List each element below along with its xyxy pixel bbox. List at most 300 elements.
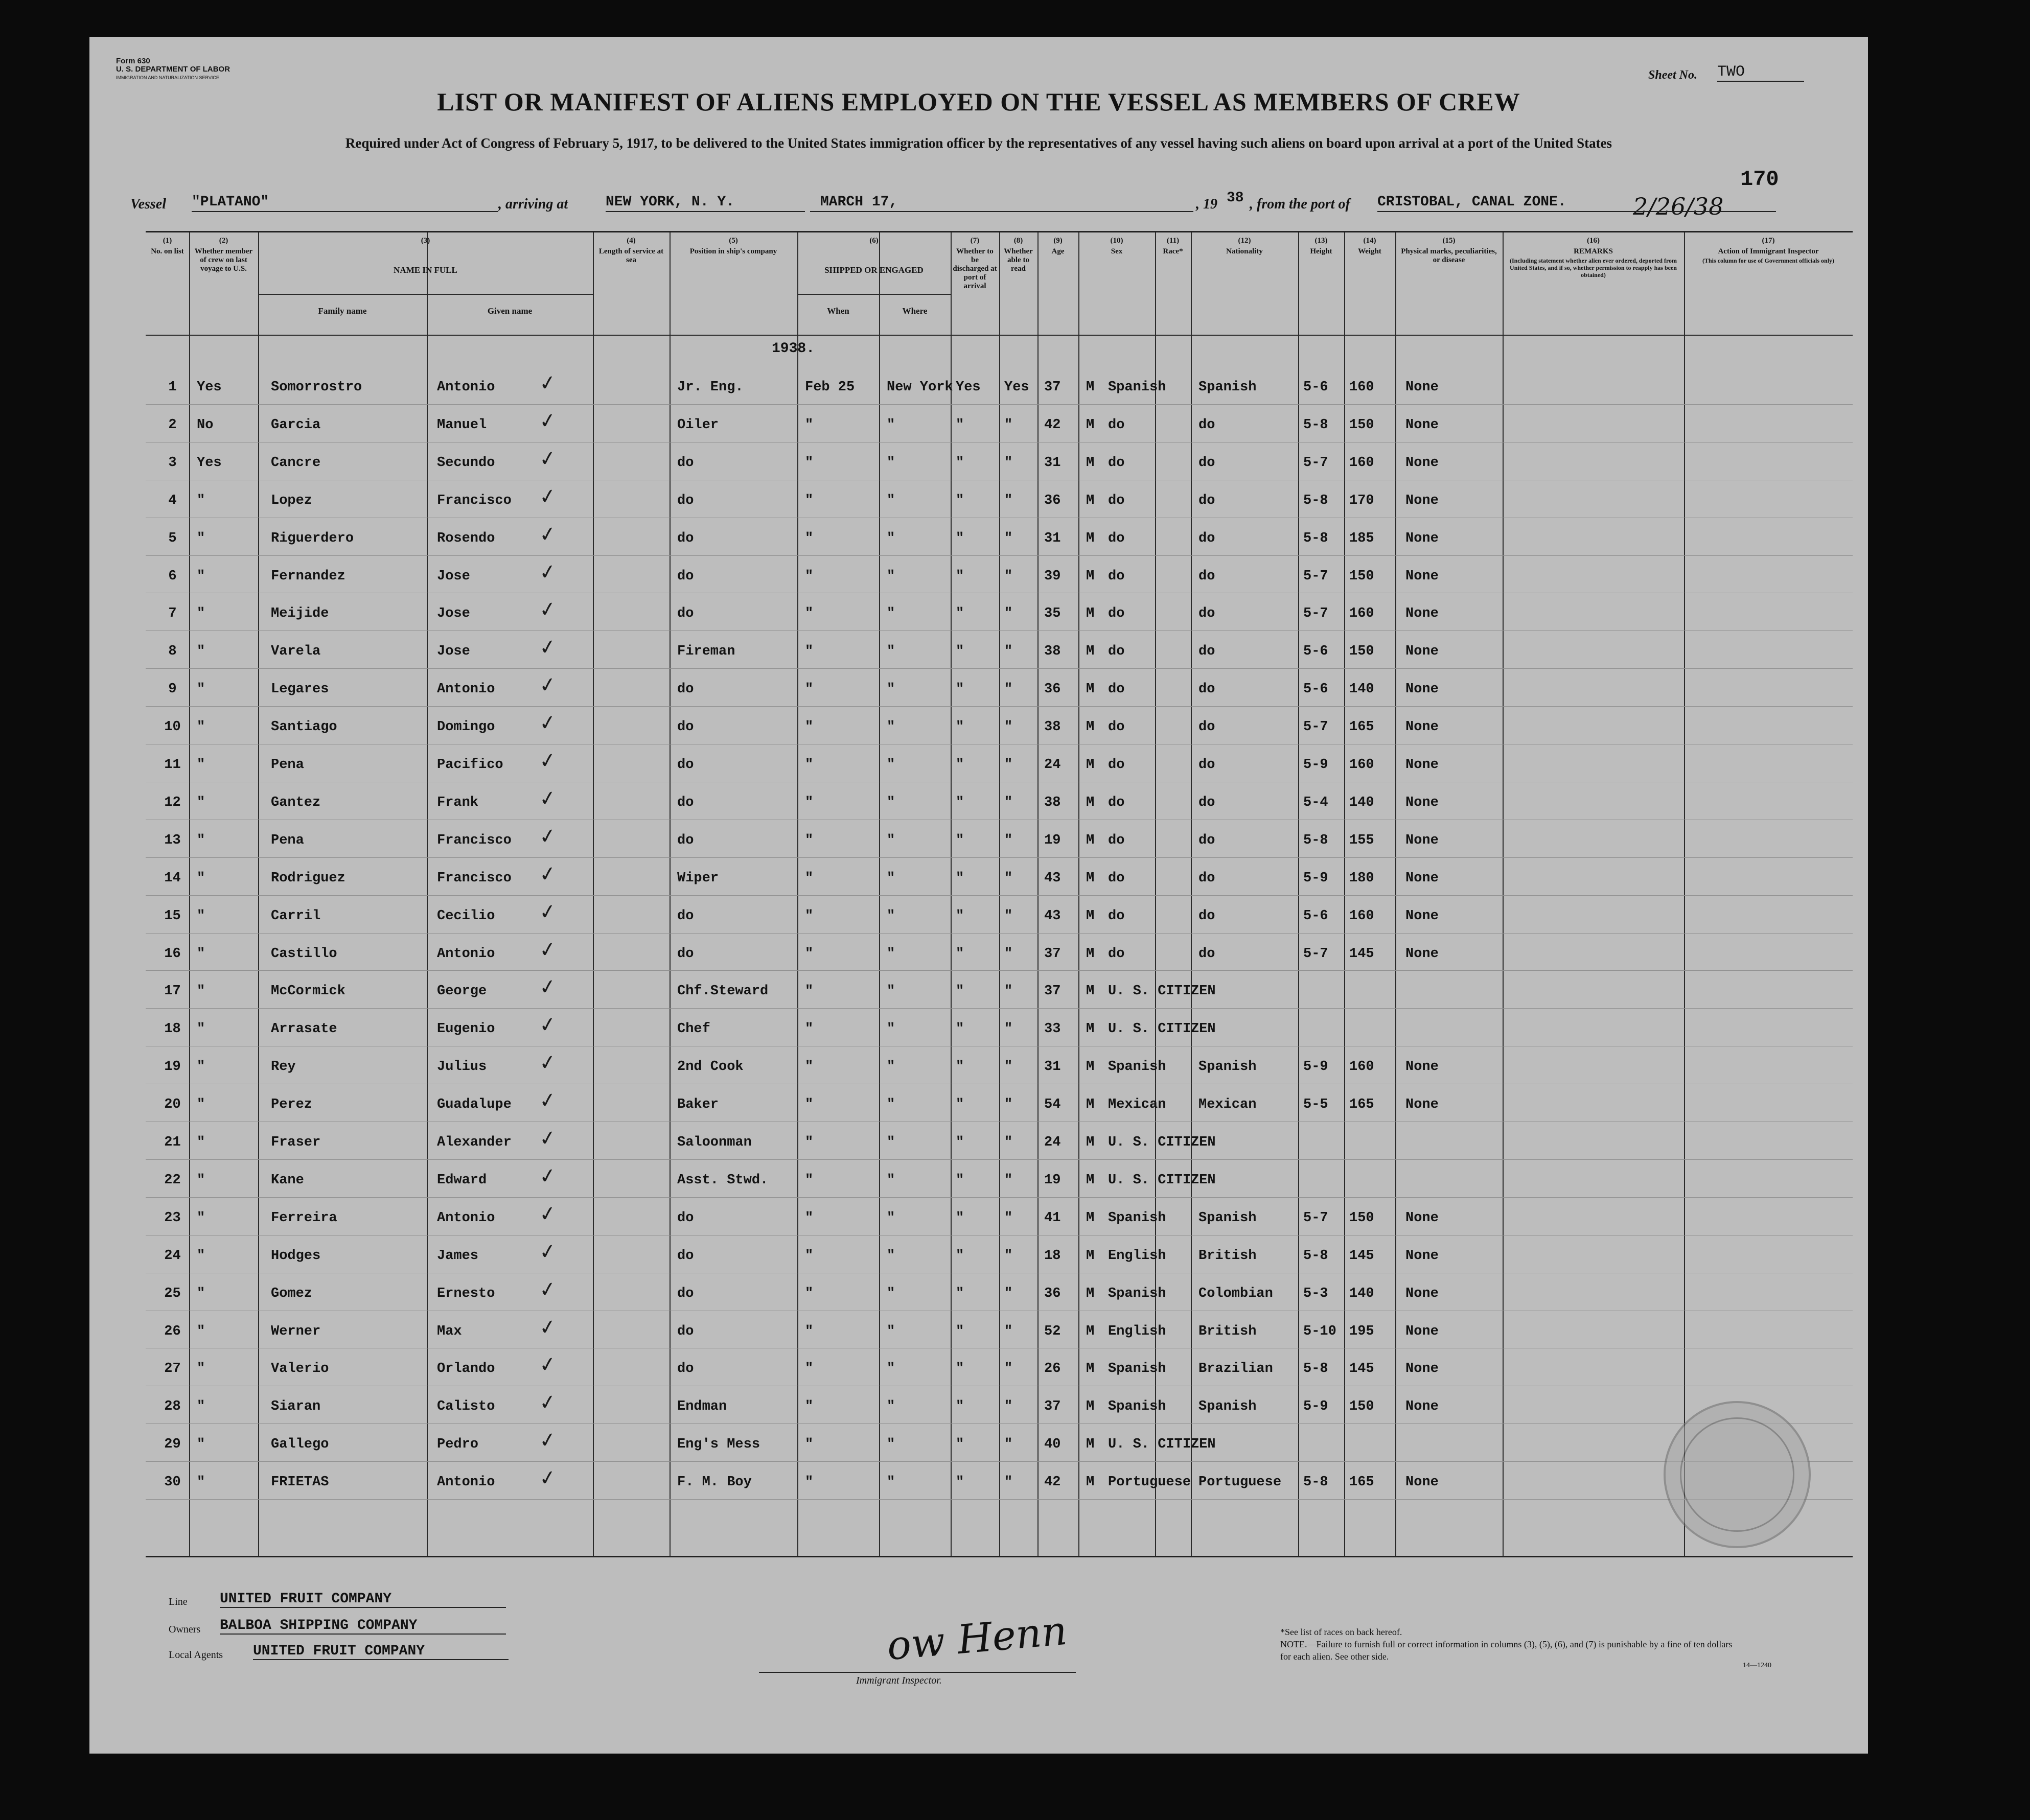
cell-last-voyage: "	[197, 1437, 205, 1453]
table-row	[146, 1046, 1853, 1084]
subheader-divider	[879, 294, 880, 335]
cell-weight: 150	[1349, 644, 1374, 660]
cell-no: 28	[164, 1399, 181, 1415]
cell-read: "	[1004, 757, 1013, 773]
cell-nationality: do	[1198, 719, 1215, 735]
cell-when: Feb 25	[805, 380, 855, 395]
cell-given: Ernesto	[437, 1286, 495, 1301]
cell-marks: None	[1405, 870, 1439, 886]
cell-marks: None	[1405, 1323, 1439, 1339]
cell-when: "	[805, 719, 814, 735]
cell-read: "	[1004, 1323, 1013, 1339]
cell-height: 5-7	[1303, 946, 1328, 962]
table-row	[146, 1197, 1853, 1235]
bureau-name: IMMIGRATION AND NATURALIZATION SERVICE	[116, 75, 219, 80]
column-number: (1)	[163, 237, 172, 245]
cell-no: 7	[168, 606, 177, 622]
cell-where: "	[887, 568, 895, 584]
page-number: 170	[1740, 167, 1779, 192]
column-label: Physical marks, peculiarities, or disease	[1401, 247, 1497, 264]
table-row	[146, 404, 1853, 442]
cell-nationality: British	[1198, 1248, 1257, 1264]
cell-race: Spanish	[1108, 1286, 1166, 1301]
cell-no: 26	[164, 1323, 181, 1339]
cell-where: "	[887, 1097, 895, 1113]
cell-race: do	[1108, 606, 1125, 622]
cell-age: 26	[1044, 1361, 1061, 1377]
cell-age: 38	[1044, 644, 1061, 660]
cell-given: Frank	[437, 795, 479, 810]
cell-age: 36	[1044, 493, 1061, 508]
column-label: Sex	[1111, 247, 1123, 255]
cell-no: 24	[164, 1248, 181, 1264]
cell-age: 18	[1044, 1248, 1061, 1264]
cell-last-voyage: "	[197, 1399, 205, 1415]
cell-height: 5-7	[1303, 1210, 1328, 1226]
cell-nationality: do	[1198, 644, 1215, 660]
cell-no: 27	[164, 1361, 181, 1377]
column-label: REMARKS	[1574, 247, 1613, 255]
cell-race: do	[1108, 568, 1125, 584]
cell-weight: 145	[1349, 1248, 1374, 1264]
cell-where: "	[887, 1210, 895, 1226]
cell-family: Cancre	[271, 455, 321, 471]
cell-height: 5-9	[1303, 870, 1328, 886]
cell-read: "	[1004, 606, 1013, 622]
signature-line	[759, 1672, 1076, 1673]
cell-when: "	[805, 1210, 814, 1226]
cell-read: "	[1004, 1021, 1013, 1037]
cell-no: 16	[164, 946, 181, 962]
cell-when: "	[805, 984, 814, 999]
cell-marks: None	[1405, 568, 1439, 584]
cell-marks: None	[1405, 455, 1439, 471]
cell-age: 52	[1044, 1323, 1061, 1339]
cell-last-voyage: "	[197, 493, 205, 508]
cell-weight: 150	[1349, 417, 1374, 433]
cell-sex: M	[1086, 719, 1095, 735]
cell-read: Yes	[1004, 380, 1029, 395]
cell-where: "	[887, 832, 895, 848]
cell-no: 22	[164, 1172, 181, 1188]
cell-when: "	[805, 1286, 814, 1301]
cell-no: 9	[168, 682, 177, 697]
cell-when: "	[805, 1172, 814, 1188]
cell-where: "	[887, 870, 895, 886]
cell-weight: 160	[1349, 1059, 1374, 1075]
cell-race: English	[1108, 1323, 1166, 1339]
column-number: (8)	[1013, 237, 1023, 245]
page-subtitle: Required under Act of Congress of February 5, 1917, to be delivered to the United States immigration officer by the representatives of any vessel having such aliens on board upon arrival at a port of the United States	[345, 135, 1612, 151]
cell-nationality: do	[1198, 493, 1215, 508]
column-number: (5)	[729, 237, 738, 245]
cell-last-voyage: Yes	[197, 455, 222, 471]
cell-race: do	[1108, 946, 1125, 962]
check-mark-icon: ✓	[537, 521, 558, 547]
cell-position: Asst. Stwd.	[677, 1172, 769, 1188]
column-subheader: Where	[902, 306, 928, 316]
cell-read: "	[1004, 530, 1013, 546]
form-header	[116, 57, 230, 82]
check-mark-icon: ✓	[537, 1276, 558, 1302]
cell-sex: M	[1086, 568, 1095, 584]
column-subheader: Family name	[318, 306, 367, 316]
cell-sex: M	[1086, 870, 1095, 886]
cell-height: 5-6	[1303, 644, 1328, 660]
check-mark-icon: ✓	[537, 1428, 558, 1454]
cell-discharged: "	[956, 1059, 964, 1075]
cell-no: 11	[164, 757, 181, 773]
cell-where: "	[887, 1399, 895, 1415]
check-mark-icon: ✓	[537, 559, 558, 585]
cell-position: Wiper	[677, 870, 719, 886]
cell-position: Baker	[677, 1097, 719, 1113]
cell-weight: 165	[1349, 1475, 1374, 1490]
table-row	[146, 1122, 1853, 1159]
cell-nationality: do	[1198, 568, 1215, 584]
cell-when: "	[805, 455, 814, 471]
cell-last-voyage: "	[197, 1059, 205, 1075]
cell-nationality: do	[1198, 417, 1215, 433]
cell-position: do	[677, 1286, 694, 1301]
check-mark-icon: ✓	[537, 1465, 558, 1491]
cell-discharged: "	[956, 682, 964, 697]
cell-where: "	[887, 606, 895, 622]
cell-nationality: Colombian	[1198, 1286, 1273, 1301]
line-label: Line	[169, 1596, 188, 1607]
cell-read: "	[1004, 870, 1013, 886]
cell-when: "	[805, 644, 814, 660]
cell-weight: 165	[1349, 719, 1374, 735]
check-mark-icon: ✓	[537, 483, 558, 509]
cell-read: "	[1004, 1097, 1013, 1113]
cell-height: 5-10	[1303, 1323, 1336, 1339]
cell-last-voyage: "	[197, 1021, 205, 1037]
cell-position: do	[677, 795, 694, 810]
cell-given: Secundo	[437, 455, 495, 471]
column-label: Whether member of crew on last voyage to U.S.	[194, 247, 253, 273]
check-mark-icon: ✓	[537, 785, 558, 811]
cell-sex: M	[1086, 530, 1095, 546]
cell-discharged: Yes	[956, 380, 981, 395]
cell-nationality: Spanish	[1198, 380, 1257, 395]
cell-given: Francisco	[437, 493, 512, 508]
cell-discharged: "	[956, 606, 964, 622]
arriving-label: , arriving at	[498, 196, 568, 212]
cell-last-voyage: "	[197, 757, 205, 773]
column-label: Race*	[1163, 247, 1183, 255]
cell-nationality: do	[1198, 606, 1215, 622]
cell-race: U. S. CITIZEN	[1108, 984, 1216, 999]
sheet-label: Sheet No.	[1648, 68, 1697, 82]
cell-marks: None	[1405, 832, 1439, 848]
cell-last-voyage: "	[197, 1361, 205, 1377]
table-row	[146, 782, 1853, 820]
cell-race: U. S. CITIZEN	[1108, 1172, 1216, 1188]
cell-family: Ferreira	[271, 1210, 337, 1226]
cell-given: Domingo	[437, 719, 495, 735]
column-number: (6)	[869, 237, 879, 245]
cell-position: Chef	[677, 1021, 710, 1037]
owners-value: BALBOA SHIPPING COMPANY	[220, 1618, 506, 1635]
cell-discharged: "	[956, 493, 964, 508]
cell-height: 5-3	[1303, 1286, 1328, 1301]
cell-given: Antonio	[437, 682, 495, 697]
cell-sex: M	[1086, 1021, 1095, 1037]
cell-weight: 155	[1349, 832, 1374, 848]
cell-given: James	[437, 1248, 479, 1264]
cell-height: 5-6	[1303, 682, 1328, 697]
cell-discharged: "	[956, 1361, 964, 1377]
cell-read: "	[1004, 1437, 1013, 1453]
cell-discharged: "	[956, 1399, 964, 1415]
cell-given: Pedro	[437, 1437, 479, 1453]
cell-where: "	[887, 1172, 895, 1188]
cell-race: Spanish	[1108, 1210, 1166, 1226]
cell-sex: M	[1086, 1059, 1095, 1075]
cell-no: 14	[164, 870, 181, 886]
cell-sex: M	[1086, 644, 1095, 660]
year-prefix: , 19	[1196, 196, 1217, 212]
cell-given: Antonio	[437, 380, 495, 395]
cell-last-voyage: "	[197, 1172, 205, 1188]
cell-height: 5-8	[1303, 832, 1328, 848]
cell-race: Spanish	[1108, 1361, 1166, 1377]
row-divider	[146, 1499, 1853, 1500]
table-row	[146, 1273, 1853, 1311]
arriving-port: NEW YORK, N. Y.	[606, 194, 805, 212]
cell-age: 40	[1044, 1437, 1061, 1453]
cell-discharged: "	[956, 417, 964, 433]
cell-sex: M	[1086, 1172, 1095, 1188]
cell-given: Alexander	[437, 1135, 512, 1150]
cell-where: "	[887, 1323, 895, 1339]
check-mark-icon: ✓	[537, 408, 558, 434]
cell-race: do	[1108, 530, 1125, 546]
cell-weight: 150	[1349, 1399, 1374, 1415]
cell-sex: M	[1086, 1323, 1095, 1339]
cell-weight: 165	[1349, 1097, 1374, 1113]
cell-given: Julius	[437, 1059, 487, 1075]
table-row	[146, 593, 1853, 631]
cell-family: Gallego	[271, 1437, 329, 1453]
cell-race: Spanish	[1108, 380, 1166, 395]
cell-height: 5-7	[1303, 455, 1328, 471]
cell-where: "	[887, 1021, 895, 1037]
column-number: (12)	[1238, 237, 1251, 245]
cell-race: do	[1108, 644, 1125, 660]
cell-nationality: British	[1198, 1323, 1257, 1339]
cell-discharged: "	[956, 1286, 964, 1301]
cell-last-voyage: "	[197, 908, 205, 924]
cell-when: "	[805, 757, 814, 773]
check-mark-icon: ✓	[537, 597, 558, 623]
cell-marks: None	[1405, 417, 1439, 433]
cell-weight: 185	[1349, 530, 1374, 546]
cell-no: 6	[168, 568, 177, 584]
check-mark-icon: ✓	[537, 1087, 558, 1114]
cell-read: "	[1004, 984, 1013, 999]
cell-race: do	[1108, 757, 1125, 773]
cell-marks: None	[1405, 1210, 1439, 1226]
cell-no: 18	[164, 1021, 181, 1037]
cell-where: "	[887, 682, 895, 697]
column-note: (This column for use of Government officials only)	[1702, 257, 1835, 264]
cell-race: do	[1108, 455, 1125, 471]
cell-discharged: "	[956, 1437, 964, 1453]
cell-height: 5-7	[1303, 719, 1328, 735]
cell-family: Carril	[271, 908, 321, 924]
agents-value: UNITED FRUIT COMPANY	[253, 1643, 509, 1660]
cell-last-voyage: "	[197, 984, 205, 999]
cell-given: George	[437, 984, 487, 999]
table-row	[146, 1348, 1853, 1386]
cell-marks: None	[1405, 380, 1439, 395]
cell-sex: M	[1086, 1437, 1095, 1453]
column-number: (4)	[627, 237, 636, 245]
cell-discharged: "	[956, 568, 964, 584]
sheet-value: TWO	[1717, 63, 1804, 82]
cell-no: 25	[164, 1286, 181, 1301]
column-number: (17)	[1762, 237, 1775, 245]
cell-height: 5-9	[1303, 757, 1328, 773]
check-mark-icon: ✓	[537, 974, 558, 1000]
cell-sex: M	[1086, 1248, 1095, 1264]
cell-read: "	[1004, 719, 1013, 735]
cell-when: "	[805, 1059, 814, 1075]
cell-race: do	[1108, 493, 1125, 508]
cell-when: "	[805, 1361, 814, 1377]
cell-family: Perez	[271, 1097, 313, 1113]
table-row	[146, 668, 1853, 706]
cell-no: 1	[168, 380, 177, 395]
cell-height: 5-8	[1303, 417, 1328, 433]
column-label: Whether to be discharged at port of arrival	[953, 247, 997, 290]
cell-given: Jose	[437, 606, 470, 622]
cell-read: "	[1004, 1135, 1013, 1150]
cell-weight: 140	[1349, 1286, 1374, 1301]
year-row: 1938.	[772, 341, 815, 357]
cell-position: Saloonman	[677, 1135, 752, 1150]
cell-family: FRIETAS	[271, 1475, 329, 1490]
check-mark-icon: ✓	[537, 635, 558, 661]
check-mark-icon: ✓	[537, 899, 558, 925]
cell-read: "	[1004, 908, 1013, 924]
check-mark-icon: ✓	[537, 823, 558, 849]
cell-last-voyage: "	[197, 870, 205, 886]
cell-race: U. S. CITIZEN	[1108, 1135, 1216, 1150]
cell-sex: M	[1086, 984, 1095, 999]
cell-given: Francisco	[437, 832, 512, 848]
cell-nationality: Mexican	[1198, 1097, 1257, 1113]
cell-given: Cecilio	[437, 908, 495, 924]
cell-read: "	[1004, 1059, 1013, 1075]
cell-where: "	[887, 908, 895, 924]
check-mark-icon: ✓	[537, 710, 558, 736]
cell-when: "	[805, 908, 814, 924]
cell-read: "	[1004, 493, 1013, 508]
cell-position: do	[677, 832, 694, 848]
cell-no: 17	[164, 984, 181, 999]
cell-sex: M	[1086, 1097, 1095, 1113]
cell-age: 37	[1044, 984, 1061, 999]
cell-when: "	[805, 530, 814, 546]
cell-given: Pacifico	[437, 757, 503, 773]
cell-last-voyage: "	[197, 795, 205, 810]
cell-age: 38	[1044, 795, 1061, 810]
cell-read: "	[1004, 1172, 1013, 1188]
column-header	[1191, 232, 1298, 335]
column-number: (16)	[1587, 237, 1600, 245]
cell-position: Chf.Steward	[677, 984, 769, 999]
cell-sex: M	[1086, 1475, 1095, 1490]
cell-sex: M	[1086, 682, 1095, 697]
cell-sex: M	[1086, 757, 1095, 773]
cell-family: Rey	[271, 1059, 296, 1075]
cell-sex: M	[1086, 1399, 1095, 1415]
column-number: (3)	[421, 237, 430, 245]
cell-marks: None	[1405, 1399, 1439, 1415]
cell-marks: None	[1405, 1361, 1439, 1377]
cell-last-voyage: "	[197, 606, 205, 622]
cell-position: do	[677, 493, 694, 508]
cell-height: 5-8	[1303, 493, 1328, 508]
form-number: Form 630	[116, 57, 150, 65]
cell-read: "	[1004, 1475, 1013, 1490]
column-header	[999, 232, 1037, 335]
table-row	[146, 970, 1853, 1008]
table-row	[146, 631, 1853, 668]
form-code: 14—1240	[1743, 1662, 1771, 1669]
cell-marks: None	[1405, 644, 1439, 660]
cell-no: 23	[164, 1210, 181, 1226]
cell-read: "	[1004, 417, 1013, 433]
vessel-line	[89, 190, 1868, 221]
header-divider	[146, 335, 1853, 336]
cell-race: do	[1108, 682, 1125, 697]
column-number: (11)	[1166, 237, 1180, 245]
table-row	[146, 518, 1853, 555]
cell-age: 38	[1044, 719, 1061, 735]
cell-sex: M	[1086, 795, 1095, 810]
cell-when: "	[805, 870, 814, 886]
column-header	[797, 232, 951, 335]
cell-family: Gantez	[271, 795, 321, 810]
cell-race: do	[1108, 832, 1125, 848]
cell-discharged: "	[956, 455, 964, 471]
cell-weight: 195	[1349, 1323, 1374, 1339]
cell-age: 33	[1044, 1021, 1061, 1037]
column-header	[189, 232, 258, 335]
cell-height: 5-5	[1303, 1097, 1328, 1113]
cell-discharged: "	[956, 644, 964, 660]
cell-family: Riguerdero	[271, 530, 354, 546]
column-header	[1503, 232, 1684, 335]
cell-age: 43	[1044, 870, 1061, 886]
column-subheader: When	[827, 306, 849, 316]
cell-read: "	[1004, 568, 1013, 584]
cell-when: "	[805, 417, 814, 433]
cell-age: 19	[1044, 832, 1061, 848]
cell-weight: 150	[1349, 568, 1374, 584]
cell-discharged: "	[956, 795, 964, 810]
cell-race: Portuguese	[1108, 1475, 1191, 1490]
cell-race: Spanish	[1108, 1059, 1166, 1075]
table-row	[146, 1461, 1853, 1499]
table-row	[146, 744, 1853, 782]
cell-last-voyage: "	[197, 832, 205, 848]
cell-position: Endman	[677, 1399, 727, 1415]
